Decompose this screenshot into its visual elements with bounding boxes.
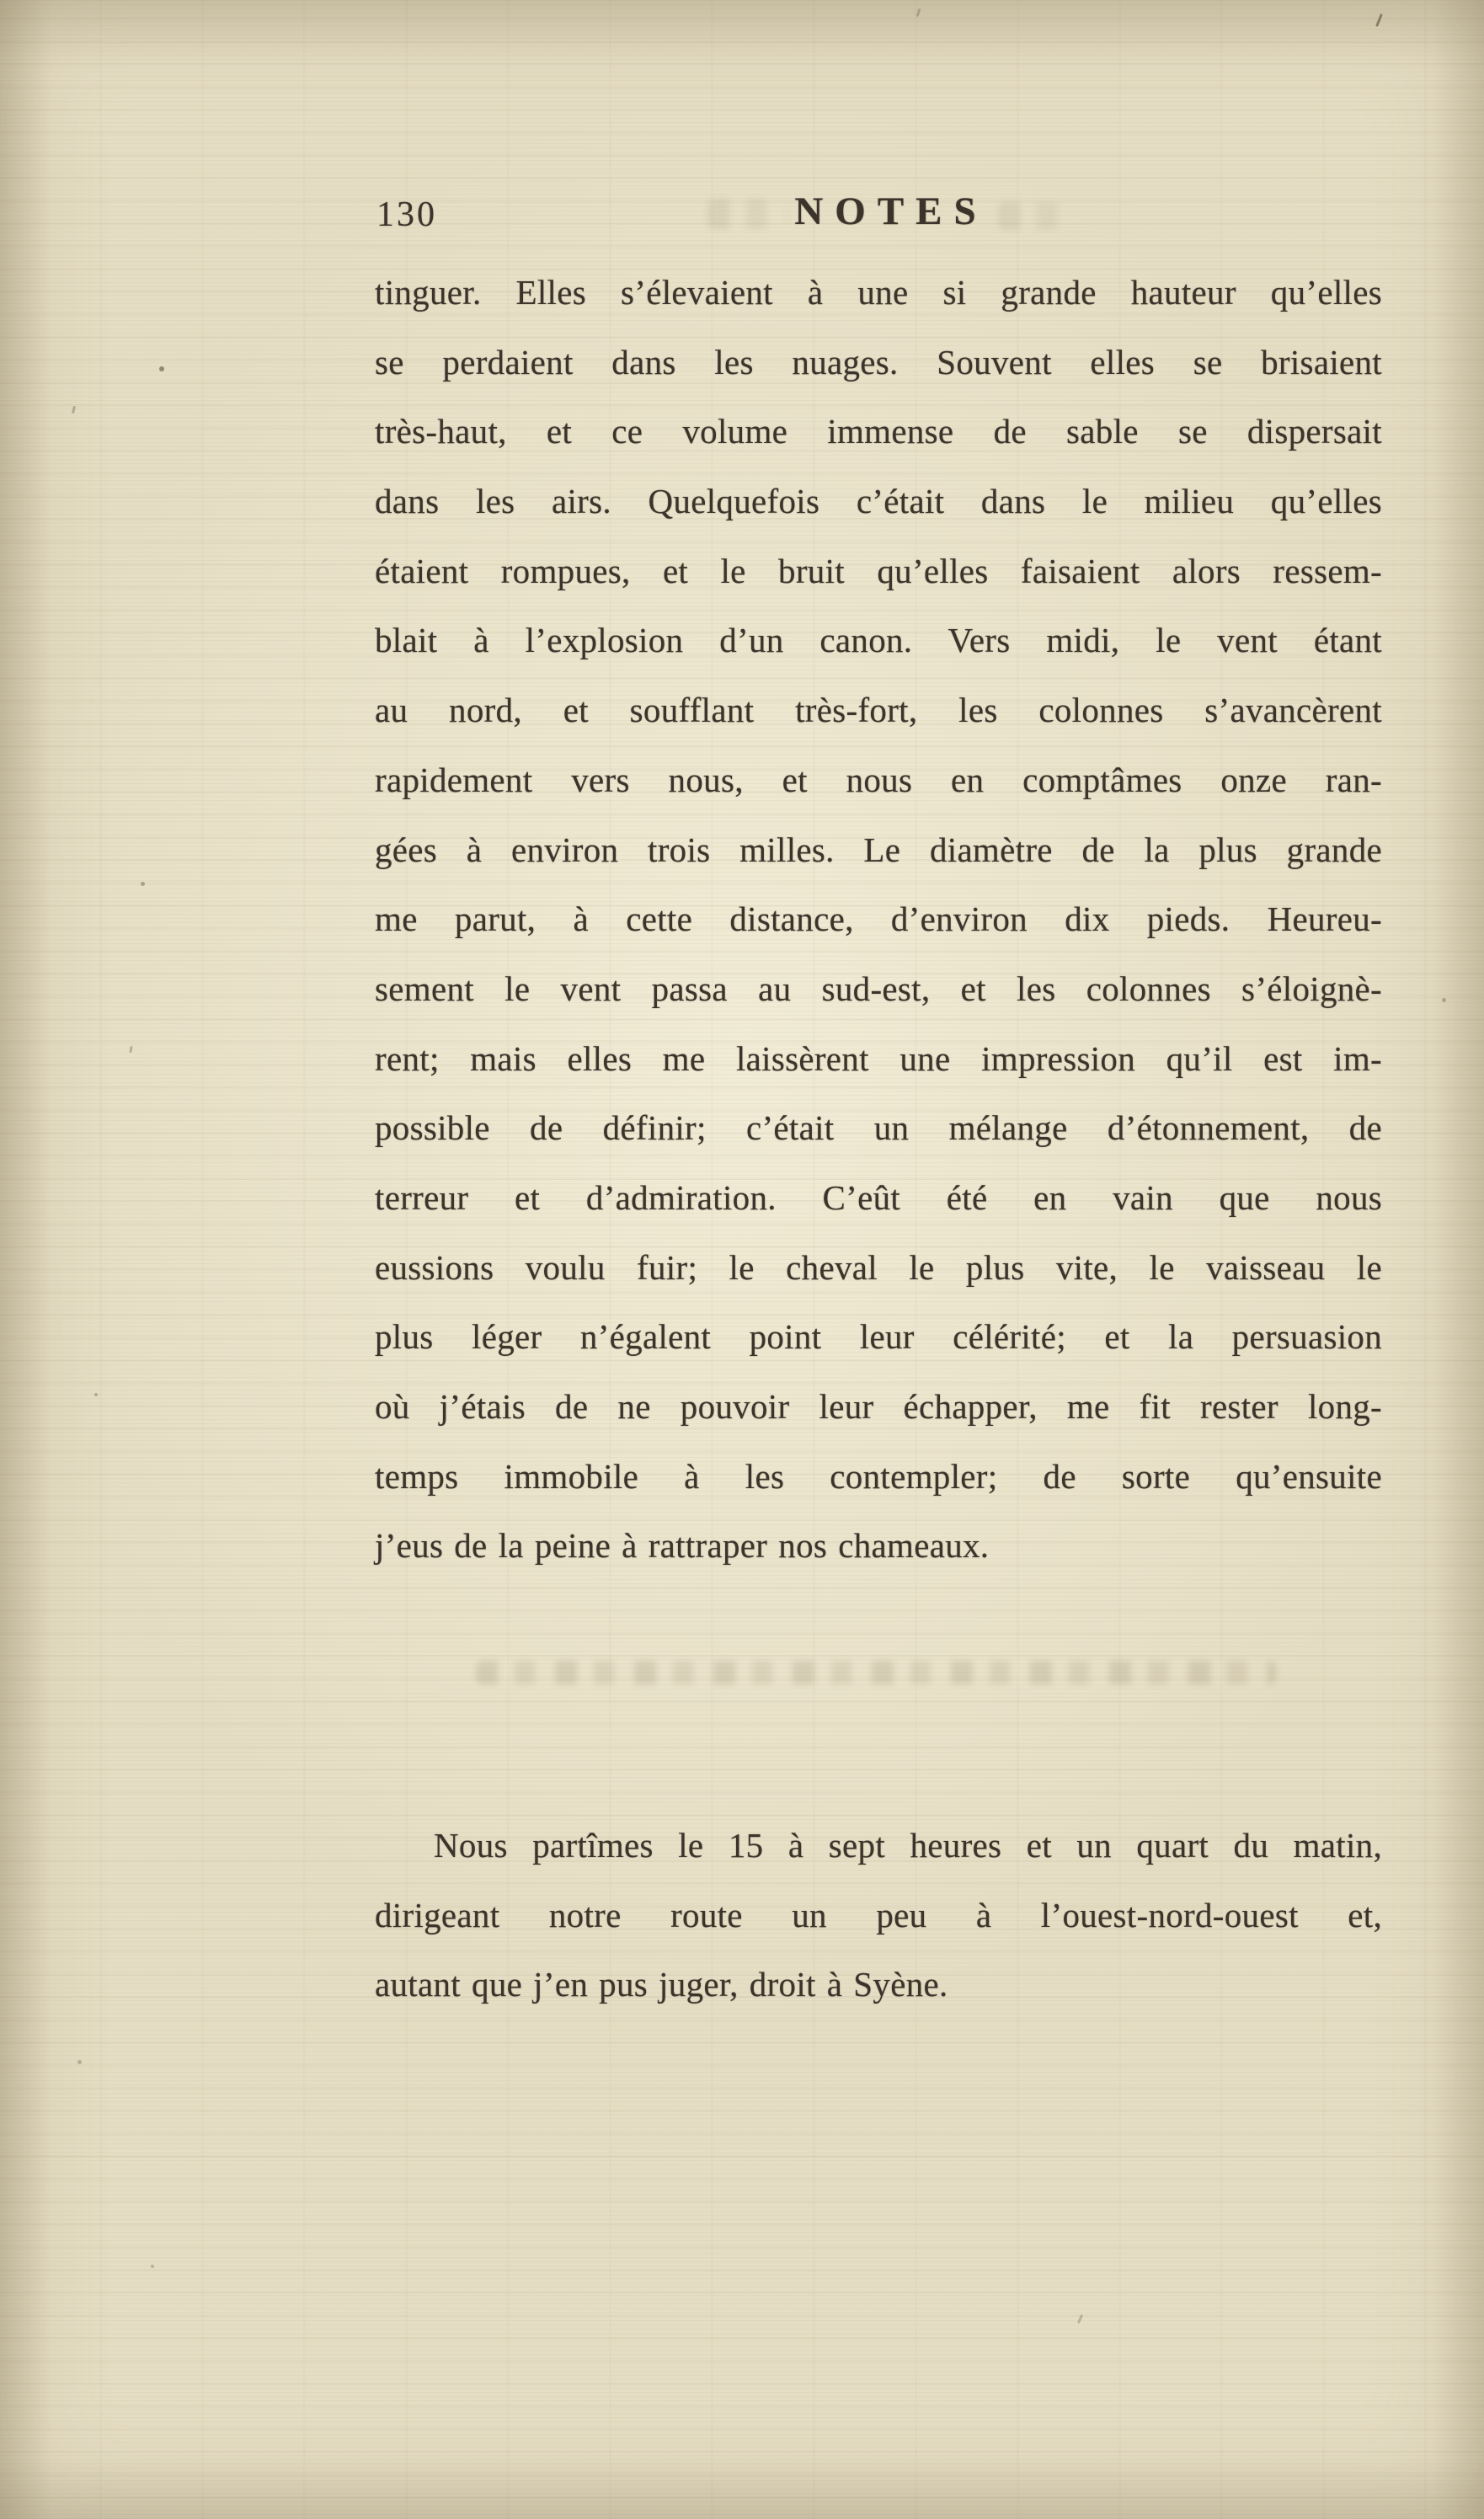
paper-speck bbox=[1375, 13, 1383, 27]
text-line: rent; mais elles me laissèrent une impression qu’il est im- bbox=[375, 1038, 1382, 1078]
paragraph bbox=[375, 1811, 1382, 2020]
text-line: autant que j’en pus juger, droit à Syène. bbox=[375, 1965, 948, 2004]
bleed-through-smudge bbox=[707, 199, 787, 229]
text-line: terreur et d’admiration. C’eût été en vain que nous bbox=[375, 1177, 1382, 1217]
paper-speck bbox=[916, 8, 921, 17]
text-line: tinguer. Elles s’élevaient à une si grande hauteur qu’elles bbox=[375, 273, 1382, 312]
text-line: sement le vent passa au sud-est, et les colonnes s’éloignè- bbox=[375, 969, 1382, 1008]
text-line: temps immobile à les contempler; de sorte qu’ensuite bbox=[375, 1456, 1382, 1496]
text-line: étaient rompues, et le bruit qu’elles faisaient alors ressem- bbox=[375, 551, 1382, 590]
text-line: j’eus de la peine à rattraper nos chameaux. bbox=[375, 1526, 990, 1566]
paper-speck bbox=[77, 2060, 82, 2064]
paper-speck bbox=[129, 1046, 132, 1053]
paper-speck bbox=[141, 882, 145, 886]
text-line: possible de définir; c’était un mélange d’étonnement, de bbox=[375, 1108, 1382, 1148]
text-line: rapidement vers nous, et nous en comptâmes onze ran- bbox=[375, 760, 1382, 799]
paragraph bbox=[375, 258, 1382, 1581]
paper-speck bbox=[72, 406, 76, 414]
text-line: gées à environ trois milles. Le diamètre de la plus grande bbox=[375, 830, 1382, 869]
text-line: dans les airs. Quelquefois c’était dans le milieu qu’elles bbox=[375, 482, 1382, 521]
paper-speck bbox=[94, 1393, 98, 1396]
bleed-through-smudge bbox=[476, 1661, 1276, 1684]
page-number: 130 bbox=[376, 195, 437, 234]
running-title: NOTES bbox=[794, 189, 988, 233]
text-line: me parut, à cette distance, d’environ dix pieds. Heureu- bbox=[375, 899, 1382, 939]
paper-speck bbox=[151, 2265, 154, 2268]
text-line: Nous partîmes le 15 à sept heures et un quart du matin, bbox=[434, 1826, 1382, 1865]
paper-speck bbox=[1077, 2314, 1083, 2324]
text-line: au nord, et soufflant très-fort, les colonnes s’avancèrent bbox=[375, 691, 1382, 730]
text-line: se perdaient dans les nuages. Souvent elles se brisaient bbox=[375, 342, 1382, 382]
text-line: plus léger n’égalent point leur célérité; et la persuasion bbox=[375, 1317, 1382, 1357]
text-line: très-haut, et ce volume immense de sable se dispersait bbox=[375, 412, 1382, 451]
bleed-through-smudge bbox=[998, 202, 1070, 231]
text-line: blait à l’explosion d’un canon. Vers midi, le vent étant bbox=[375, 621, 1382, 660]
paper-speck bbox=[1442, 998, 1446, 1002]
text-line: eussions voulu fuir; le cheval le plus vite, le vaisseau le bbox=[375, 1247, 1382, 1287]
paper-speck bbox=[159, 366, 164, 371]
text-line: dirigeant notre route un peu à l’ouest-nord-ouest et, bbox=[375, 1895, 1382, 1935]
text-line: où j’étais de ne pouvoir leur échapper, me fit rester long- bbox=[375, 1387, 1382, 1426]
page-header bbox=[375, 187, 1382, 246]
